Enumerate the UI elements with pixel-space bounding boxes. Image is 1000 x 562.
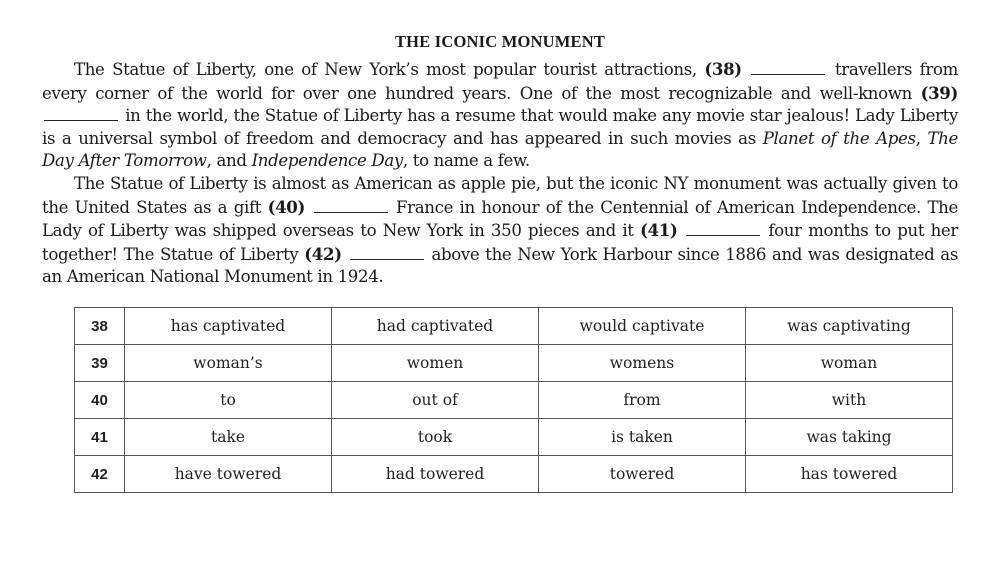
movie-title: Planet of the Apes (762, 128, 916, 148)
question-number: 40 (75, 382, 125, 419)
paragraph-2 (42, 173, 958, 289)
question-number: 38 (75, 308, 125, 345)
answer-option[interactable]: was captivating (746, 308, 953, 345)
question-number: 42 (75, 456, 125, 493)
question-number: 39 (75, 345, 125, 382)
page-title: THE ICONIC MONUMENT (394, 32, 606, 51)
answer-option[interactable]: woman’s (125, 345, 332, 382)
text-segment: above the New York Harbour since 1886 and was designated as an American National Monument in 1924. (42, 244, 958, 287)
text-segment: in the world, the Statue of Liberty has a resume that would make any movie star jealous! Lady Liberty is a universal symbol of freedom and democracy and has appeared in such movies as (42, 106, 958, 148)
answer-option[interactable]: had captivated (332, 308, 539, 345)
answer-option[interactable]: have towered (125, 456, 332, 493)
table-row (75, 382, 953, 419)
table-row (75, 456, 953, 493)
movie-title: The Day After Tomorrow (42, 128, 958, 171)
text-segment: travellers from every corner of the world for over one hundred years. One of the most recognizable and well-known (42, 60, 958, 103)
text-segment: , to name a few. (402, 151, 530, 171)
question-number: 41 (75, 419, 125, 456)
answer-table-container (74, 307, 953, 493)
gap-number-41: (41) (640, 220, 678, 241)
answer-option[interactable]: take (125, 419, 332, 456)
gap-number-38: (38) (704, 59, 742, 79)
text-segment: four months to put her together! The Statue of Liberty (42, 221, 958, 264)
gap-blank-38 (751, 61, 825, 75)
gap-number-39: (39) (920, 82, 958, 103)
paragraph-1 (42, 58, 958, 173)
answer-option[interactable]: woman (746, 345, 953, 382)
answer-option[interactable]: took (332, 419, 539, 456)
answer-option[interactable]: women (332, 345, 539, 382)
table-row (75, 308, 953, 345)
passage (42, 58, 958, 289)
text-segment: The Statue of Liberty is almost as American as apple pie, but the iconic NY monument was actually given to the United States as a gift (42, 173, 958, 217)
answer-option[interactable]: has captivated (125, 308, 332, 345)
answer-option[interactable]: from (539, 382, 746, 419)
answer-option[interactable]: would captivate (539, 308, 746, 345)
gap-number-42: (42) (304, 243, 342, 264)
answer-option[interactable]: is taken (539, 419, 746, 456)
gap-blank-40 (314, 199, 388, 213)
answer-option[interactable]: towered (539, 456, 746, 493)
answer-option[interactable]: was taking (746, 419, 953, 456)
text-segment: France in honour of the Centennial of American Independence. The Lady of Liberty was shipped overseas to New York in 350 pieces and it (42, 197, 958, 241)
movie-title: Independence Day (251, 151, 403, 171)
text-segment: The Statue of Liberty, one of New York’s most popular tourist attractions, (74, 60, 697, 79)
answer-option[interactable]: had towered (332, 456, 539, 493)
gap-number-40: (40) (267, 196, 305, 217)
answer-option[interactable]: has towered (746, 456, 953, 493)
answer-option[interactable]: out of (332, 382, 539, 419)
text-segment: , and (206, 151, 247, 171)
answer-table (74, 307, 953, 493)
gap-blank-42 (350, 246, 424, 260)
table-row (75, 345, 953, 382)
gap-blank-41 (686, 222, 760, 236)
gap-blank-39 (44, 107, 118, 121)
answer-option[interactable]: womens (539, 345, 746, 382)
text-segment: , (915, 128, 921, 148)
answer-option[interactable]: with (746, 382, 953, 419)
answer-option[interactable]: to (125, 382, 332, 419)
table-row (75, 419, 953, 456)
